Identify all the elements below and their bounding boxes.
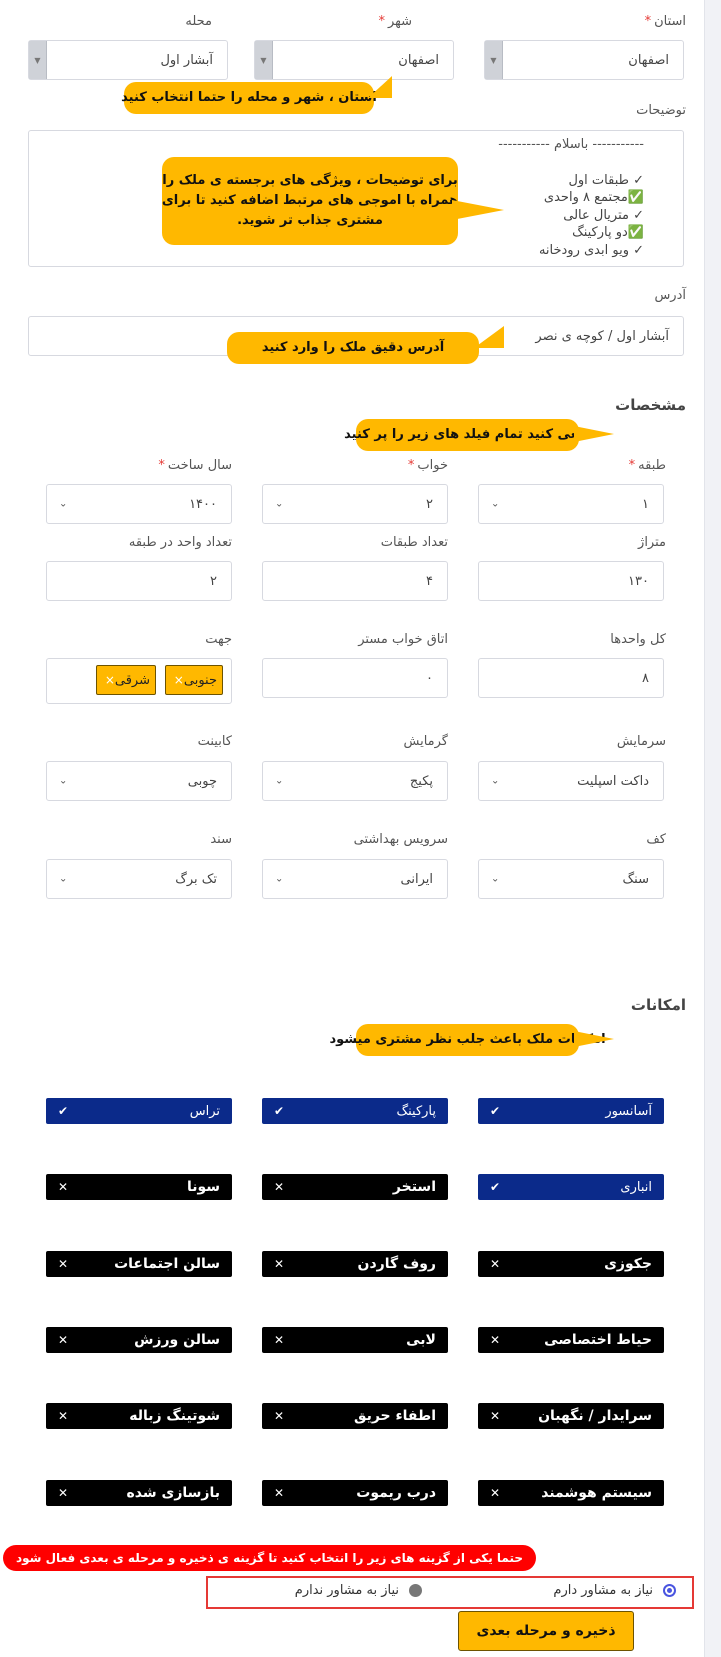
address-hint-text: آدرس دقیق ملک را وارد کنید [261,339,445,355]
check-icon: ✔ [58,1104,69,1118]
chevron-down-icon: ⌄ [491,775,500,787]
scrollbar-track[interactable] [704,0,721,1657]
cooling-select[interactable] [478,761,664,801]
amenity-toggle[interactable] [46,1403,232,1429]
location-hint-text: استان ، شهر و محله را حتما انتخاب کنید [121,89,377,105]
remove-tag-icon[interactable]: × [104,673,115,687]
address-hint-bubble [227,332,479,364]
amenity-label: شوتینگ زباله [129,1408,220,1424]
chevron-down-icon: ⌄ [59,498,68,510]
description-hint-line: مشتری جذاب تر شوید. [237,213,383,229]
floors-input[interactable] [262,561,448,601]
amenity-label: پارکینگ [396,1103,436,1119]
chevron-down-icon: ⌄ [491,873,500,885]
description-line: ✓ طبقات اول [568,173,644,188]
chevron-down-icon: ⌄ [59,873,68,885]
deed-label: سند [210,832,232,847]
close-icon: ✕ [58,1257,69,1271]
amenity-toggle[interactable] [46,1251,232,1277]
description-line: ✅مجتمع ۸ واحدی [543,190,644,205]
save-next-label: ذخیره و مرحله بعدی [476,1623,616,1639]
cooling-label: سرمایش [616,734,666,749]
dropdown-arrow-icon[interactable]: ▼ [485,41,503,79]
remove-tag-icon[interactable]: × [173,673,184,687]
bubble-tail [452,200,504,220]
bubble-tail [368,76,392,98]
province-label: استان* [644,14,686,29]
bubble-tail [474,326,504,348]
specs-hint-text: سعی کنید تمام فیلد های زیر را پر کنید [344,426,591,442]
bedrooms-select[interactable] [262,484,448,524]
bedrooms-label: خواب* [407,458,448,473]
total-units-value: ۸ [642,670,649,686]
amenity-toggle[interactable] [478,1174,664,1200]
dropdown-arrow-icon[interactable]: ▼ [29,41,47,79]
amenity-label: جکوزی [604,1256,652,1272]
amenity-label: سالن اجتماعات [114,1256,220,1272]
floors-value: ۴ [426,573,433,589]
district-value: آبشار اول [160,52,213,68]
district-label: محله [185,14,212,29]
amenities-title: امکانات [630,996,686,1014]
close-icon: ✕ [58,1486,69,1500]
heating-value: پکیج [409,773,433,789]
close-icon: ✕ [274,1486,285,1500]
wc-label: سرویس بهداشتی [353,832,448,847]
close-icon: ✕ [274,1257,285,1271]
specs-hint-bubble [344,419,591,451]
amenity-label: روف گاردن [357,1256,436,1272]
amenity-toggle[interactable] [478,1251,664,1277]
area-value: ۱۳۰ [628,573,649,589]
province-value: اصفهان [628,52,669,68]
amenity-label: سرایدار / نگهبان [538,1408,652,1424]
amenity-toggle[interactable] [262,1098,448,1124]
specs-title: مشخصات [615,396,686,414]
direction-label: جهت [205,632,232,647]
radio-unselected-icon[interactable] [409,1584,422,1597]
amenities-hint-text: امکانات ملک باعث جلب نظر مشتری میشود [329,1031,606,1047]
amenity-toggle[interactable] [262,1480,448,1506]
description-line: ----------- باسلام ----------- [498,137,644,152]
year-select[interactable] [46,484,232,524]
amenity-label: بازسازی شده [126,1485,220,1501]
amenity-label: سونا [186,1179,220,1195]
close-icon: ✕ [274,1180,285,1194]
deed-value: تک برگ [175,871,217,887]
description-hint-bubble [162,157,458,245]
deed-select[interactable] [46,859,232,899]
location-hint-bubble [121,82,377,114]
direction-tag-label: شرقی [114,672,150,688]
bedrooms-value: ۲ [426,496,433,512]
amenity-label: انباری [620,1179,652,1195]
wc-value: ایرانی [400,871,433,887]
close-icon: ✕ [490,1257,501,1271]
floor-cover-select[interactable] [478,859,664,899]
consultant-warning [3,1545,536,1571]
amenity-label: آسانسور [605,1103,652,1119]
dropdown-arrow-icon[interactable]: ▼ [255,41,273,79]
amenity-label: سیستم هوشمند [541,1485,652,1501]
master-label: اتاق خواب مستر [358,632,448,647]
cabinet-label: کابینت [197,734,232,749]
units-per-floor-input[interactable] [46,561,232,601]
check-icon: ✔ [490,1104,501,1118]
option-need-label: نیاز به مشاور دارم [553,1583,653,1598]
radio-selected-icon[interactable] [663,1584,676,1597]
check-icon: ✔ [490,1180,501,1194]
option-need-consultant[interactable] [553,1583,676,1598]
direction-tag-label: جنوبی [183,672,217,688]
amenity-label: حیاط اختصاصی [544,1332,652,1348]
description-line: ✅دو پارکینگ [572,225,644,240]
amenity-toggle[interactable] [478,1327,664,1353]
floors-label: تعداد طبقات [380,535,448,550]
chevron-down-icon: ⌄ [275,873,284,885]
wc-select[interactable] [262,859,448,899]
check-icon: ✔ [274,1104,285,1118]
city-select[interactable] [254,40,454,80]
amenity-toggle[interactable] [46,1327,232,1353]
direction-tag[interactable] [165,665,223,695]
amenity-toggle[interactable] [478,1098,664,1124]
amenity-toggle[interactable] [262,1327,448,1353]
save-next-button[interactable] [458,1611,634,1651]
close-icon: ✕ [58,1180,69,1194]
amenity-toggle[interactable] [46,1098,232,1124]
direction-tag[interactable] [96,665,156,695]
chevron-down-icon: ⌄ [491,498,500,510]
close-icon: ✕ [58,1333,69,1347]
city-label: شهر* [378,14,412,29]
consultant-warning-text: حتما یکی از گزینه های زیر را انتخاب کنید تا گزینه ی ذخیره و مرحله ی بعدی فعال شود [15,1551,524,1565]
address-label: آدرس [654,288,686,303]
amenities-hint-bubble [329,1024,606,1056]
amenity-toggle[interactable] [262,1174,448,1200]
address-value: آبشار اول / کوچه ی نصر [535,328,669,344]
area-input[interactable] [478,561,664,601]
close-icon: ✕ [490,1409,501,1423]
description-line: ✓ متریال عالی [563,208,644,223]
description-hint-line: همراه با اموجی های مرتبط اضافه کنید تا برای [161,192,459,208]
close-icon: ✕ [274,1333,285,1347]
amenity-label: لابی [406,1332,436,1348]
year-value: ۱۴۰۰ [189,496,217,512]
description-line: ✓ ویو ابدی رودخانه [538,243,644,258]
amenity-toggle[interactable] [262,1251,448,1277]
bubble-tail [574,426,614,442]
units-per-floor-value: ۲ [210,573,217,589]
amenity-label: اطفاء حریق [353,1408,436,1424]
amenity-toggle[interactable] [46,1480,232,1506]
chevron-down-icon: ⌄ [275,775,284,787]
cooling-value: داکت اسپلیت [577,773,649,789]
floor-value: ۱ [642,496,649,512]
bubble-tail [574,1031,614,1047]
heating-select[interactable] [262,761,448,801]
amenity-label: درب ریموت [356,1485,436,1501]
close-icon: ✕ [490,1333,501,1347]
amenity-toggle[interactable] [478,1480,664,1506]
total-units-input[interactable] [478,658,664,698]
option-no-need-label: نیاز به مشاور ندارم [294,1583,399,1598]
master-input[interactable] [262,658,448,698]
floor-cover-value: سنگ [622,871,649,887]
amenity-toggle[interactable] [262,1403,448,1429]
master-value: ۰ [426,670,433,686]
city-value: اصفهان [398,52,439,68]
area-label: متراژ [638,535,666,550]
amenity-toggle[interactable] [478,1403,664,1429]
chevron-down-icon: ⌄ [275,498,284,510]
floor-select[interactable] [478,484,664,524]
units-per-floor-label: تعداد واحد در طبقه [128,535,232,550]
description-label: توضیحات [636,103,686,118]
year-label: سال ساخت* [158,458,232,473]
floor-cover-label: کف [646,832,666,847]
province-select[interactable] [484,40,684,80]
description-hint-line: برای توضیحات ، ویژگی های برجسته ی ملک را [162,172,458,188]
close-icon: ✕ [490,1486,501,1500]
close-icon: ✕ [58,1409,69,1423]
floor-label: طبقه* [628,458,666,473]
chevron-down-icon: ⌄ [59,775,68,787]
heating-label: گرمایش [403,734,448,749]
close-icon: ✕ [274,1409,285,1423]
amenity-label: استخر [392,1179,436,1195]
amenity-label: تراس [189,1103,220,1119]
cabinet-select[interactable] [46,761,232,801]
total-units-label: کل واحدها [610,632,666,647]
amenity-toggle[interactable] [46,1174,232,1200]
amenity-label: سالن ورزش [134,1332,220,1348]
cabinet-value: چوبی [187,773,217,789]
option-no-consultant[interactable] [295,1583,422,1598]
district-select[interactable] [28,40,228,80]
